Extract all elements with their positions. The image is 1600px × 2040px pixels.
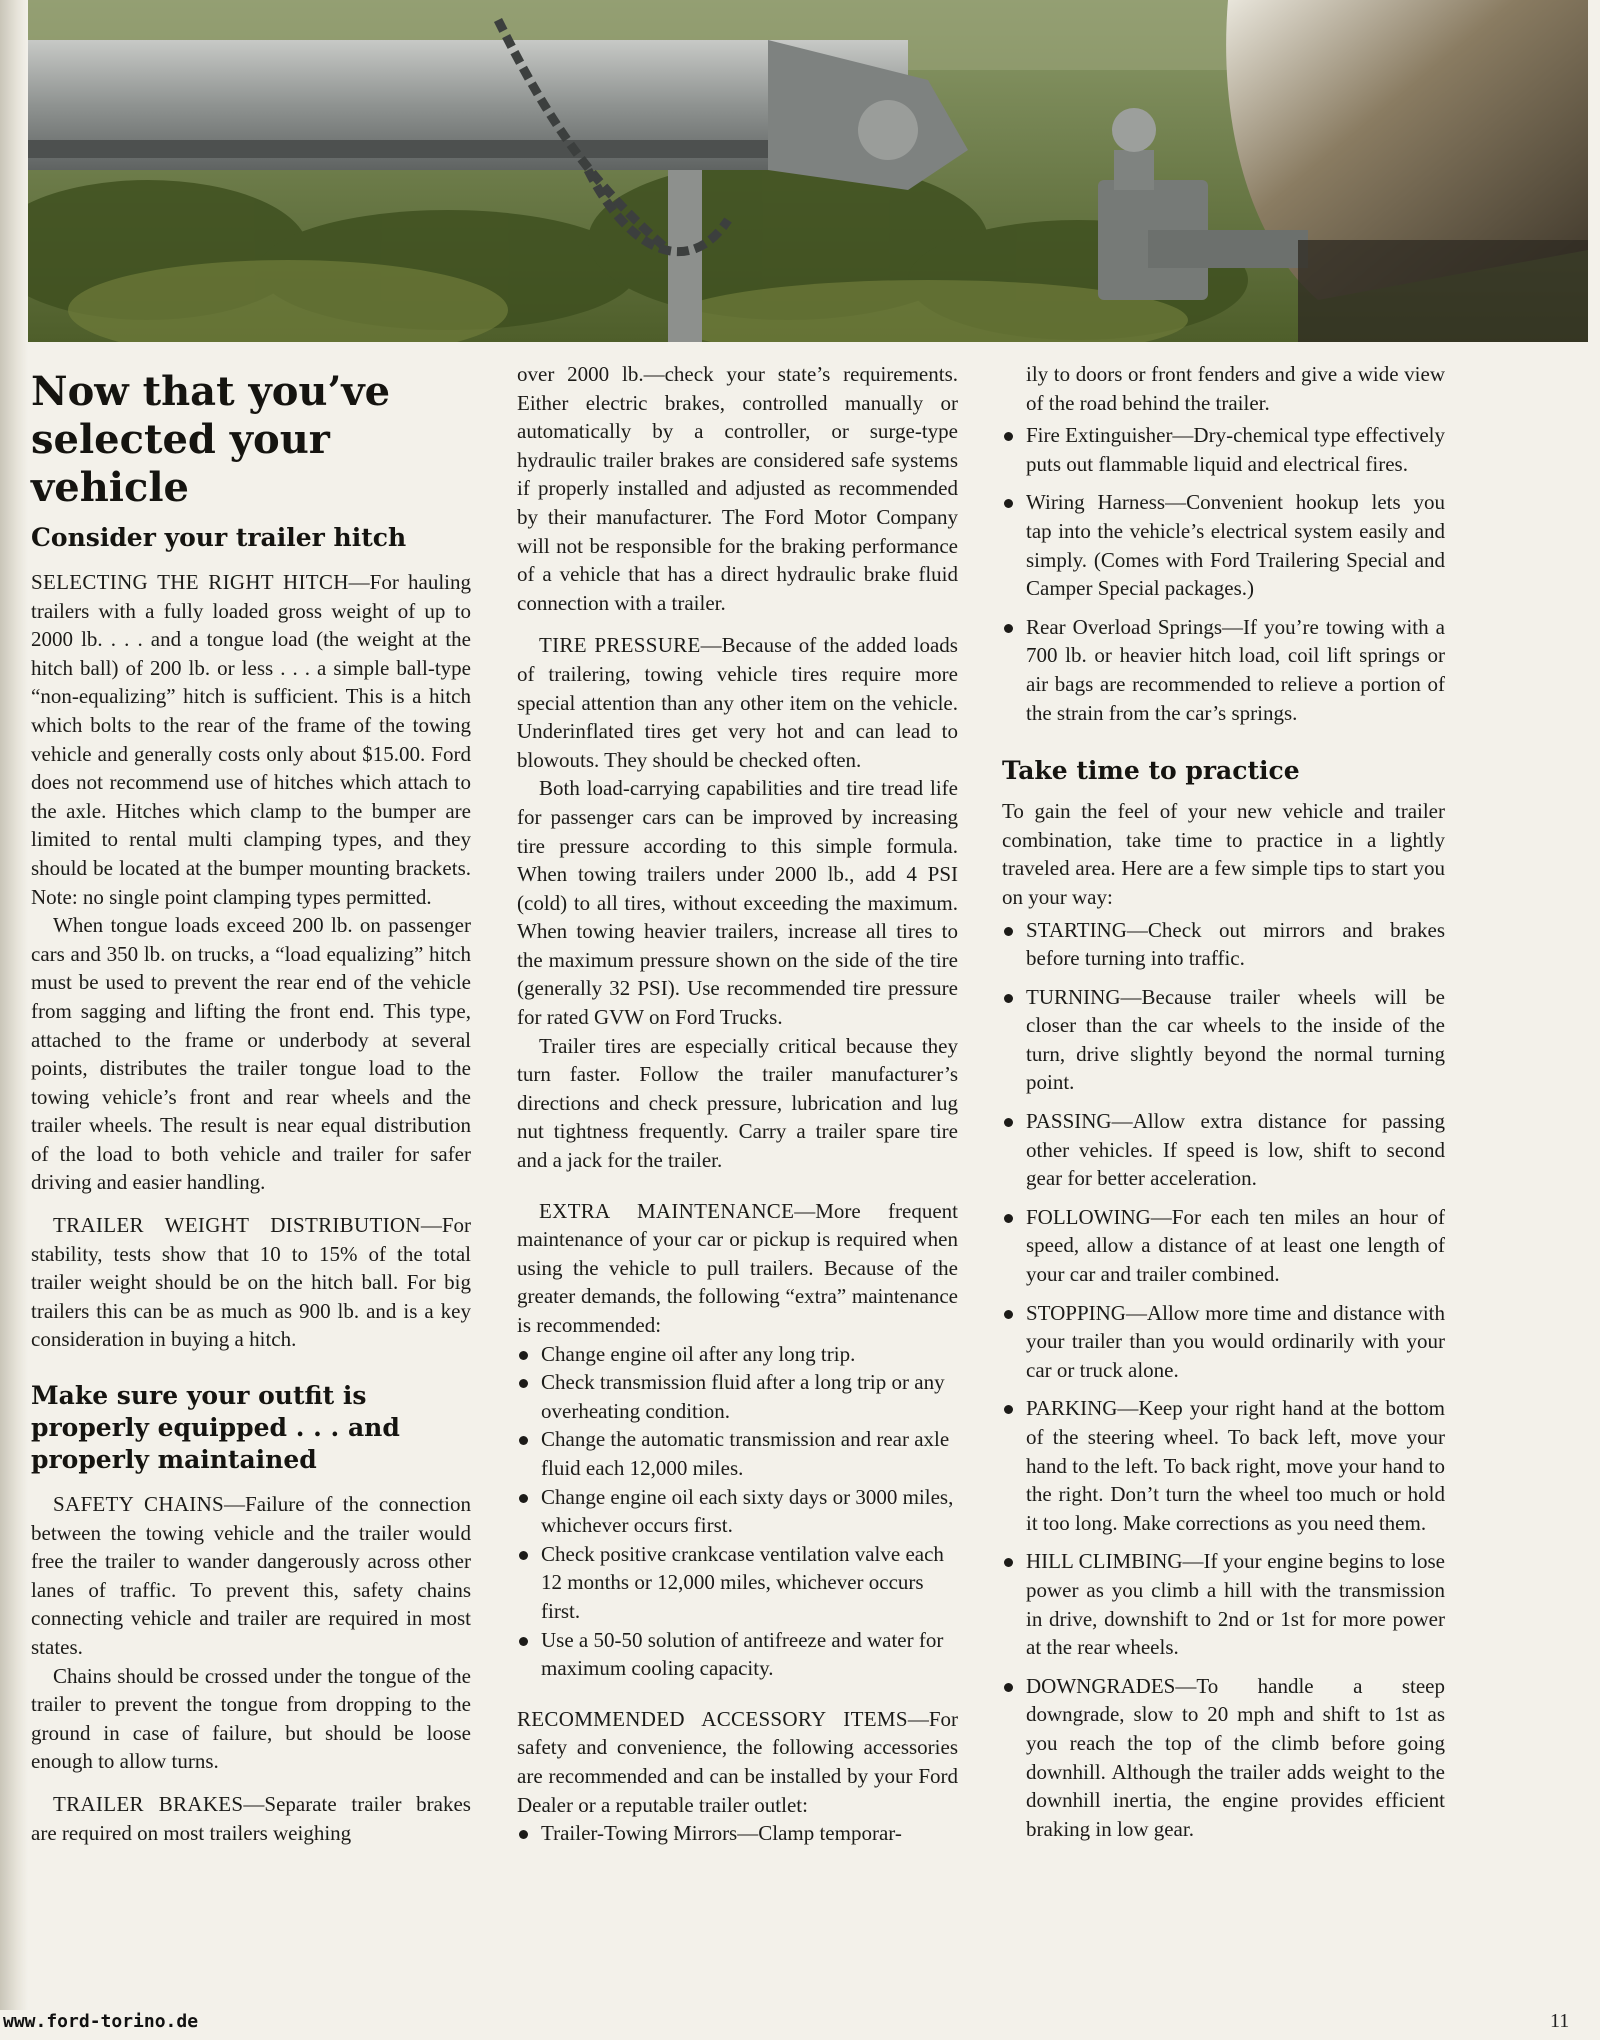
section-title-hitch: Consider your trailer hitch [31,523,407,552]
section-title-equipped: Make sure your outfit is properly equipped . . . and properly maintained [31,1381,400,1475]
hitch-photo-illustration [28,0,1588,342]
paragraph-safety-chains: SAFETY CHAINS—Failure of the connection between the towing vehicle and the trailer would free the trailer to wander dangerously across other lanes of traffic. To prevent this, safety chains connecting vehicle and trailer are required in most states. [31,1492,471,1659]
list-item: Fire Extinguisher—Dry-chemical type effectively puts out flammable liquid and electrical fires. [1002,421,1445,478]
practice-tips-list [1002,916,1445,1844]
paragraph-tire-pressure: TIRE PRESSURE—Because of the added loads of trailering, towing vehicle tires require more special attention than any other item on the vehicle. Underinflated tires get very hot and can lead to blowouts. They should be checked often. [517,633,958,772]
accessory-list-start [517,1819,958,1848]
runin-heading: TRAILER BRAKES [53,1791,244,1816]
column-3 [1002,360,1445,1843]
paragraph-practice-intro: To gain the feel of your new vehicle and trailer combination, take time to practice in a lightly traveled area. Here are a few simple tips to start you on your way: [1002,799,1445,909]
column-2 [517,360,958,1848]
page-title: Now that you’ve selected your vehicle [31,368,391,511]
list-item: FOLLOWING—For each ten miles an hour of speed, allow a distance of at least one length of your car and trailer combined. [1002,1203,1445,1289]
list-item: STARTING—Check out mirrors and brakes before turning into traffic. [1002,916,1445,973]
runin-heading: RECOMMENDED ACCESSORY ITEMS [517,1706,908,1731]
paragraph-tire-formula: Both load-carrying capabilities and tire tread life for passenger cars can be improved by increasing tire pressure according to this simple formula. When towing trailers under 2000 lb., add 4 PSI (cold) to all tires, without exceeding the maximum. When towing heavier trailers, increase all tires to the maximum pressure shown on the side of the tire (generally 32 PSI). Use recommended tire pressure for rated GVW on Ford Trucks. [517,776,958,1030]
list-item: Change engine oil each sixty days or 3000 miles, whichever occurs first. [517,1483,958,1540]
list-item: Change engine oil after any long trip. [517,1340,958,1369]
paragraph-weight-distribution: TRAILER WEIGHT DISTRIBUTION—For stability, tests show that 10 to 15% of the total trailer weight should be on the hitch ball. For big trailers this can be as much as 900 lb. and is a key consideration in buying a hitch. [31,1213,471,1352]
list-item: Change the automatic transmission and rear axle fluid each 12,000 miles. [517,1425,958,1482]
runin-heading: SELECTING THE RIGHT HITCH [31,570,349,594]
list-item: PASSING—Allow extra distance for passing other vehicles. If speed is low, shift to second gear for better acceleration. [1002,1107,1445,1193]
paragraph-mirrors-continued: ily to doors or front fenders and give a wide view of the road behind the trailer. [1026,362,1445,415]
runin-heading: TRAILER WEIGHT DISTRIBUTION [53,1213,421,1238]
maintenance-list [517,1340,958,1683]
list-item: Rear Overload Springs—If you’re towing with a 700 lb. or heavier hitch load, coil lift springs or air bags are recommended to relieve a portion of the strain from the car’s springs. [1002,613,1445,727]
runin-heading: SAFETY CHAINS [53,1492,225,1517]
footer-url: www.ford-torino.de [3,2011,199,2032]
paragraph-trailer-brakes: TRAILER BRAKES—Separate trailer brakes are required on most trailers weighing [31,1791,471,1845]
accessory-list [1002,421,1445,727]
list-item: DOWNGRADES—To handle a steep downgrade, slow to 20 mph and shift to 1st as you reach the top of the climb before going downhill. Although the trailer adds weight to the downhill inertia, the engine provides efficient braking in low gear. [1002,1672,1445,1844]
list-item: TURNING—Because trailer wheels will be closer than the car wheels to the inside of the turn, drive slightly beyond the normal turning point. [1002,983,1445,1097]
list-item: STOPPING—Allow more time and distance with your trailer than you would ordinarily with your car or truck alone. [1002,1299,1445,1385]
hitch-photo [28,0,1588,342]
list-item: Check transmission fluid after a long trip or any overheating condition. [517,1368,958,1425]
runin-heading: TIRE PRESSURE [539,633,701,658]
column-1 [31,360,471,1847]
list-item: Wiring Harness—Convenient hookup lets you tap into the vehicle’s electrical system easily and simply. (Comes with Ford Trailering Special and Camper Special packages.) [1002,488,1445,602]
page-binding-edge [0,0,28,2010]
list-item: Use a 50-50 solution of antifreeze and water for maximum cooling capacity. [517,1626,958,1683]
paragraph-extra-maintenance: EXTRA MAINTENANCE—More frequent maintenance of your car or pickup is required when using the vehicle to pull trailers. Because of the greater demands, the following “extra” maintenance is recommended: [517,1198,958,1337]
list-item: HILL CLIMBING—If your engine begins to lose power as you climb a hill with the transmission in drive, downshift to 2nd or 1st for more power at the rear wheels. [1002,1547,1445,1661]
runin-heading: EXTRA MAINTENANCE [539,1198,795,1223]
page-number: 11 [1550,2010,1570,2032]
paragraph-selecting-hitch: SELECTING THE RIGHT HITCH—For hauling trailers with a fully loaded gross weight of up to 2000 lb. . . . and a tongue load (the weight at the hitch ball) of 200 lb. or less . . . a simple ball-type “non-equalizing” hitch is sufficient. This is a hitch which bolts to the rear of the frame of the towing vehicle and generally costs only about $15.00. Ford does not recommend use of hitches which attach to the axle. Hitches which clamp to the bumper are limited to rental multi clamping types, and they should be located at the bumper mounting brackets. Note: no single point clamping types permitted. [31,570,471,909]
paragraph-accessory-items: RECOMMENDED ACCESSORY ITEMS—For safety and convenience, the following accessories are recommended and can be installed by your Ford Dealer or a reputable trailer outlet: [517,1706,958,1817]
list-item: PARKING—Keep your right hand at the bottom of the steering wheel. To back left, move your hand to the left. To back right, move your hand to the right. Don’t turn the wheel too much or hold it too long. Make corrections as you need them. [1002,1394,1445,1537]
paragraph-trailer-tires: Trailer tires are especially critical because they turn faster. Follow the trailer manufacturer’s directions and check pressure, lubrication and lug nut tightness frequently. Carry a trailer spare tire and a jack for the trailer. [517,1033,958,1173]
paragraph-chains-crossed: Chains should be crossed under the tongue of the trailer to prevent the tongue from dropping to the ground in case of failure, but should be loose enough to allow turns. [31,1663,471,1774]
list-item: Check positive crankcase ventilation valve each 12 months or 12,000 miles, whichever occurs first. [517,1540,958,1626]
paragraph-tongue-loads: When tongue loads exceed 200 lb. on passenger cars and 350 lb. on trucks, a “load equalizing” hitch must be used to prevent the rear end of the vehicle from sagging and lifting the front end. This type, attached to the frame or underbody at several points, distributes the trailer tongue load to the towing vehicle’s front and rear wheels and the trailer wheels. The result is near equal distribution of the load to both vehicle and trailer for safer driving and easier handling. [31,913,471,1195]
list-item: Trailer-Towing Mirrors—Clamp temporar- [517,1819,958,1848]
section-title-practice: Take time to practice [1002,756,1300,786]
paragraph-brakes-continued: over 2000 lb.—check your state’s requirements. Either electric brakes, controlled manually or automatically by a controller, or surge-type hydraulic trailer brakes are considered safe systems if properly installed and adjusted as recommended by their manufacturer. The Ford Motor Company will not be responsible for the braking performance of a vehicle that has a direct hydraulic brake fluid connection with a trailer. [517,362,958,615]
